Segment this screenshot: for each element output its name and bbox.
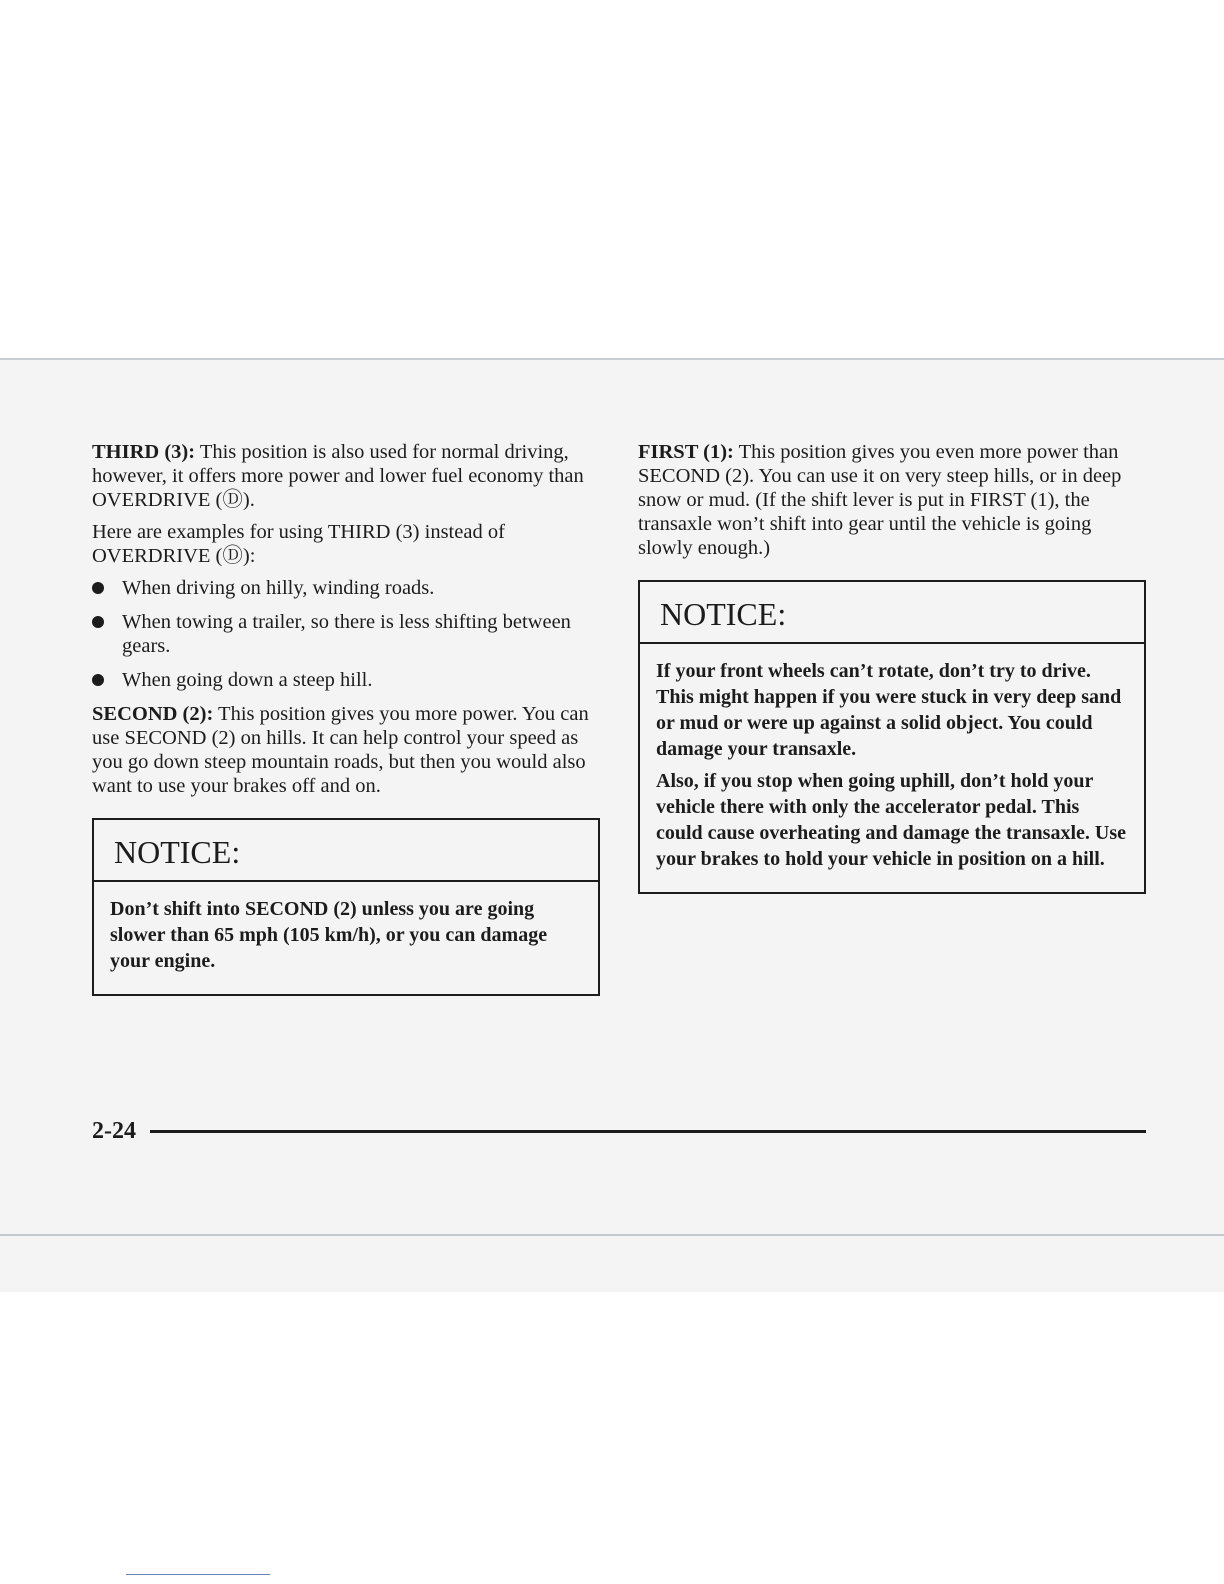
list-item <box>92 610 600 658</box>
third-text: This position is also used for normal driving, however, it offers more power and lower fuel economy than OVERDRIVE (Ⓓ). <box>92 441 584 511</box>
notice-text: If your front wheels can’t rotate, don’t try to drive. This might happen if you were stuck in very deep sand or mud or were up against a solid object. You could damage your transaxle. <box>656 660 1122 760</box>
notice-box-front-wheels <box>638 580 1146 894</box>
second-label: SECOND (2): <box>92 703 214 725</box>
notice-body <box>94 882 598 994</box>
list-item-text: When towing a trailer, so there is less shifting between gears. <box>122 611 571 657</box>
notice-text: Also, if you stop when going uphill, don’t hold your vehicle there with only the accelerator pedal. This could cause overheating and damage the transaxle. Use your brakes to hold your vehicle in position on a hill. <box>656 770 1126 870</box>
list-item-text: When driving on hilly, winding roads. <box>122 577 435 599</box>
page-footer <box>92 1116 1146 1146</box>
footer-rule <box>150 1130 1146 1133</box>
second-text: This position gives you more power. You can use SECOND (2) on hills. It can help control your speed as you go down steep mountain roads, but then you would also want to use your brakes off and on. <box>92 703 589 797</box>
notice-title: NOTICE: <box>640 582 1144 644</box>
sheet-bottom-divider <box>0 1234 1224 1236</box>
right-column <box>638 440 1146 894</box>
bullet-icon <box>92 674 104 686</box>
bullet-icon <box>92 616 104 628</box>
notice-title: NOTICE: <box>94 820 598 882</box>
bullet-icon <box>92 582 104 594</box>
list-item-text: When going down a steep hill. <box>122 669 373 691</box>
stray-line <box>126 1574 270 1575</box>
page-number: 2-24 <box>92 1118 136 1144</box>
notice-body <box>640 644 1144 892</box>
examples-intro: Here are examples for using THIRD (3) instead of OVERDRIVE (Ⓓ): <box>92 521 505 567</box>
notice-box-second <box>92 818 600 996</box>
left-column <box>92 440 600 996</box>
list-item <box>92 668 600 692</box>
third-paragraph <box>92 440 600 512</box>
notice-text: Don’t shift into SECOND (2) unless you are going slower than 65 mph (105 km/h), or you can damage your engine. <box>110 898 548 972</box>
examples-list <box>92 576 600 692</box>
first-label: FIRST (1): <box>638 441 734 463</box>
second-paragraph <box>92 702 600 798</box>
third-label: THIRD (3): <box>92 441 196 463</box>
first-paragraph <box>638 440 1146 560</box>
first-text: This position gives you even more power than SECOND (2). You can use it on very steep hills, or in deep snow or mud. (If the shift lever is put in FIRST (1), the transaxle won’t shift into gear until the vehicle is going slowly enough.) <box>638 441 1122 559</box>
manual-page <box>0 358 1224 1292</box>
list-item <box>92 576 600 600</box>
